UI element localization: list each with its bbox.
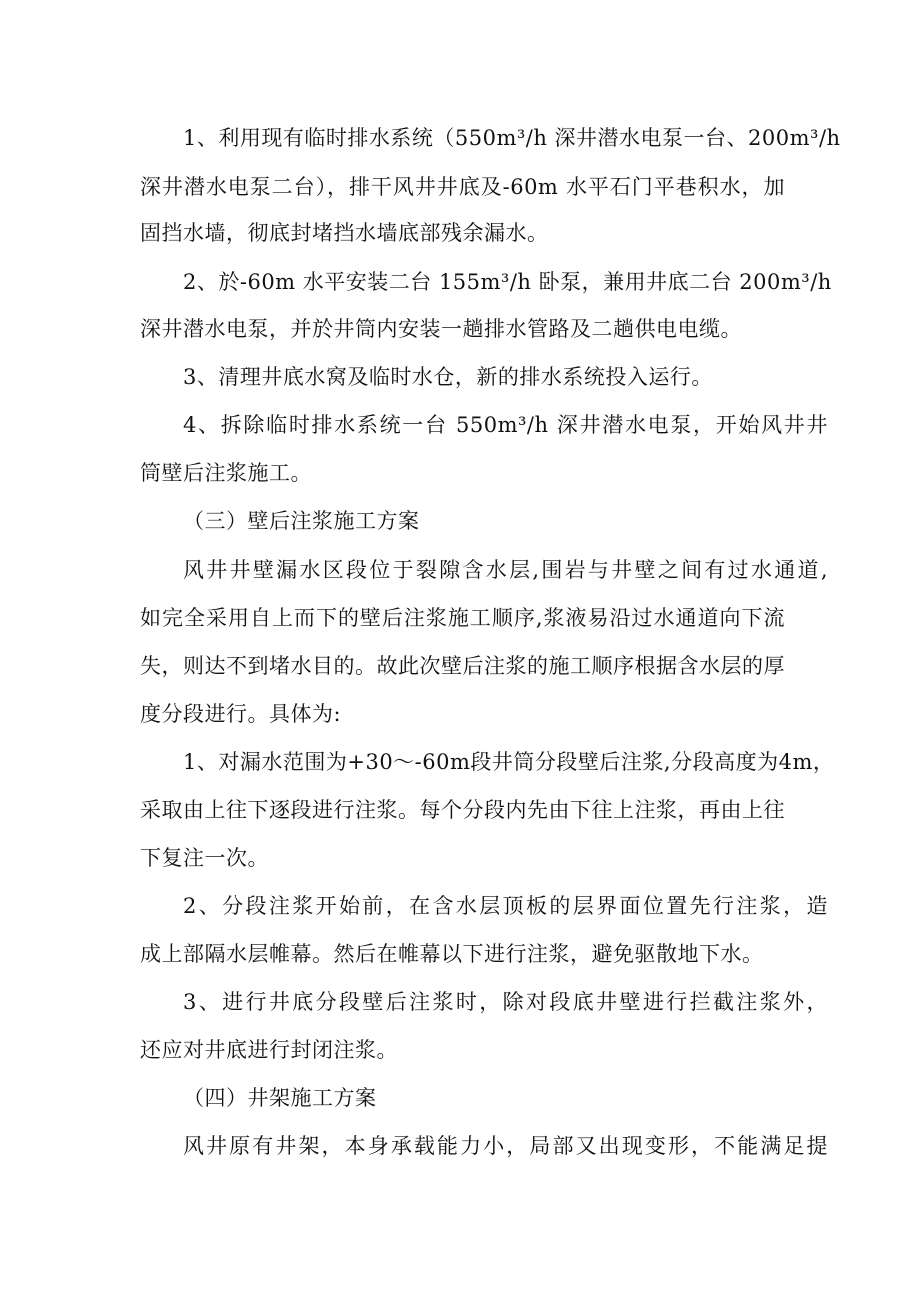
paragraph-line: 如完全采用自上而下的壁后注浆施工顺序,浆液易沿过水通道向下流 [140,606,785,630]
paragraph-line: 3、清理井底水窝及临时水仓，新的排水系统投入运行。 [183,365,713,389]
paragraph-line: 采取由上往下逐段进行注浆。每个分段内先由下往上注浆，再由上往 [140,798,785,822]
paragraph-line: 深井潜水电泵二台），排干风井井底及-60m 水平石门平巷积水，加 [140,175,785,199]
paragraph-line: 2、於-60m 水平安装二台 155m³/h 卧泵，兼用井底二台 200m³/h [183,270,832,294]
section-heading: （四）井架施工方案 [183,1086,377,1110]
section-heading: （三）壁后注浆施工方案 [183,509,420,533]
paragraph-line: 2、分段注浆开始前，在含水层顶板的层界面位置先行注浆，造 [183,894,828,918]
paragraph-line: 筒壁后注浆施工。 [140,461,312,485]
paragraph-line: 风井井壁漏水区段位于裂隙含水层,围岩与井壁之间有过水通道, [183,558,828,582]
paragraph-line: 固挡水墙，彻底封堵挡水墙底部残余漏水。 [140,221,549,245]
paragraph-line: 1、对漏水范围为+30～-60m段井筒分段壁后注浆,分段高度为4m， [183,750,835,774]
paragraph-line: 失，则达不到堵水目的。故此次壁后注浆的施工顺序根据含水层的厚 [140,654,785,678]
paragraph-line: 4、拆除临时排水系统一台 550m³/h 深井潜水电泵，开始风井井 [183,413,828,437]
paragraph-line: 1、利用现有临时排水系统（550m³/h 深井潜水电泵一台、200m³/h [183,126,841,150]
paragraph-line: 还应对井底进行封闭注浆。 [140,1038,398,1062]
paragraph-line: 3、进行井底分段壁后注浆时，除对段底井壁进行拦截注浆外， [183,990,828,1014]
paragraph-line: 深井潜水电泵，并於井筒内安装一趟排水管路及二趟供电电缆。 [140,317,742,341]
paragraph-line: 风井原有井架，本身承载能力小，局部又出现变形，不能满足提 [183,1134,828,1158]
paragraph-line: 度分段进行。具体为: [140,702,342,726]
paragraph-line: 下复注一次。 [140,846,269,870]
paragraph-line: 成上部隔水层帷幕。然后在帷幕以下进行注浆，避免驱散地下水。 [140,942,764,966]
